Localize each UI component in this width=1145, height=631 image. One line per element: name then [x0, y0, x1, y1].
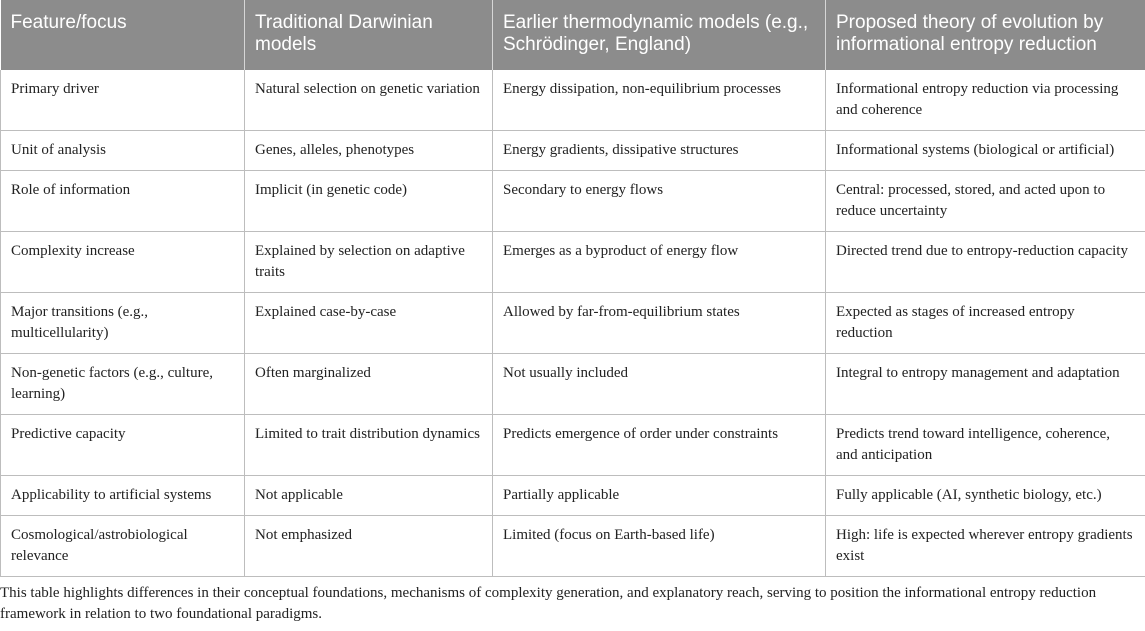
header-darwinian: Traditional Darwinian models — [245, 0, 493, 70]
row-proposed: Predicts trend toward intelligence, coherence, and anticipation — [826, 415, 1145, 476]
table-row — [1, 70, 1145, 131]
row-proposed: Central: processed, stored, and acted upon to reduce uncertainty — [826, 171, 1145, 232]
row-proposed: Directed trend due to entropy-reduction capacity — [826, 232, 1145, 293]
row-darwinian: Often marginalized — [245, 354, 493, 415]
row-feature: Applicability to artificial systems — [1, 476, 245, 516]
row-feature: Predictive capacity — [1, 415, 245, 476]
row-feature: Unit of analysis — [1, 131, 245, 171]
table-row — [1, 516, 1145, 577]
header-proposed-theory: Proposed theory of evolution by informational entropy reduction — [826, 0, 1145, 70]
table-row — [1, 171, 1145, 232]
row-darwinian: Implicit (in genetic code) — [245, 171, 493, 232]
row-thermodynamic: Energy gradients, dissipative structures — [493, 131, 826, 171]
table-row — [1, 476, 1145, 516]
row-thermodynamic: Emerges as a byproduct of energy flow — [493, 232, 826, 293]
row-proposed: Expected as stages of increased entropy reduction — [826, 293, 1145, 354]
row-darwinian: Genes, alleles, phenotypes — [245, 131, 493, 171]
table-footnote: This table highlights differences in their conceptual foundations, mechanisms of complexity generation, and explanatory reach, serving to position the informational entropy reduction framework in relation to two foundational paradigms. — [0, 585, 1097, 622]
row-feature: Complexity increase — [1, 232, 245, 293]
row-thermodynamic: Limited (focus on Earth-based life) — [493, 516, 826, 577]
row-darwinian: Not emphasized — [245, 516, 493, 577]
row-darwinian: Limited to trait distribution dynamics — [245, 415, 493, 476]
header-feature: Feature/focus — [1, 0, 245, 70]
table-row — [1, 232, 1145, 293]
row-thermodynamic: Energy dissipation, non-equilibrium processes — [493, 70, 826, 131]
row-thermodynamic: Allowed by far-from-equilibrium states — [493, 293, 826, 354]
row-feature: Primary driver — [1, 70, 245, 131]
header-thermodynamic: Earlier thermodynamic models (e.g., Schrödinger, England) — [493, 0, 826, 70]
row-darwinian: Not applicable — [245, 476, 493, 516]
table-row — [1, 415, 1145, 476]
row-thermodynamic: Predicts emergence of order under constraints — [493, 415, 826, 476]
row-darwinian: Explained case-by-case — [245, 293, 493, 354]
table-header-row — [1, 0, 1145, 70]
table-row — [1, 354, 1145, 415]
row-feature: Major transitions (e.g., multicellularity) — [1, 293, 245, 354]
row-proposed: Integral to entropy management and adaptation — [826, 354, 1145, 415]
row-darwinian: Explained by selection on adaptive traits — [245, 232, 493, 293]
row-feature: Role of information — [1, 171, 245, 232]
row-proposed: High: life is expected wherever entropy gradients exist — [826, 516, 1145, 577]
row-proposed: Informational entropy reduction via processing and coherence — [826, 70, 1145, 131]
table-row — [1, 131, 1145, 171]
row-darwinian: Natural selection on genetic variation — [245, 70, 493, 131]
row-proposed: Informational systems (biological or artificial) — [826, 131, 1145, 171]
row-feature: Cosmological/astrobiological relevance — [1, 516, 245, 577]
row-proposed: Fully applicable (AI, synthetic biology, etc.) — [826, 476, 1145, 516]
row-feature: Non-genetic factors (e.g., culture, learning) — [1, 354, 245, 415]
row-thermodynamic: Not usually included — [493, 354, 826, 415]
table-row — [1, 293, 1145, 354]
row-thermodynamic: Secondary to energy flows — [493, 171, 826, 232]
row-thermodynamic: Partially applicable — [493, 476, 826, 516]
